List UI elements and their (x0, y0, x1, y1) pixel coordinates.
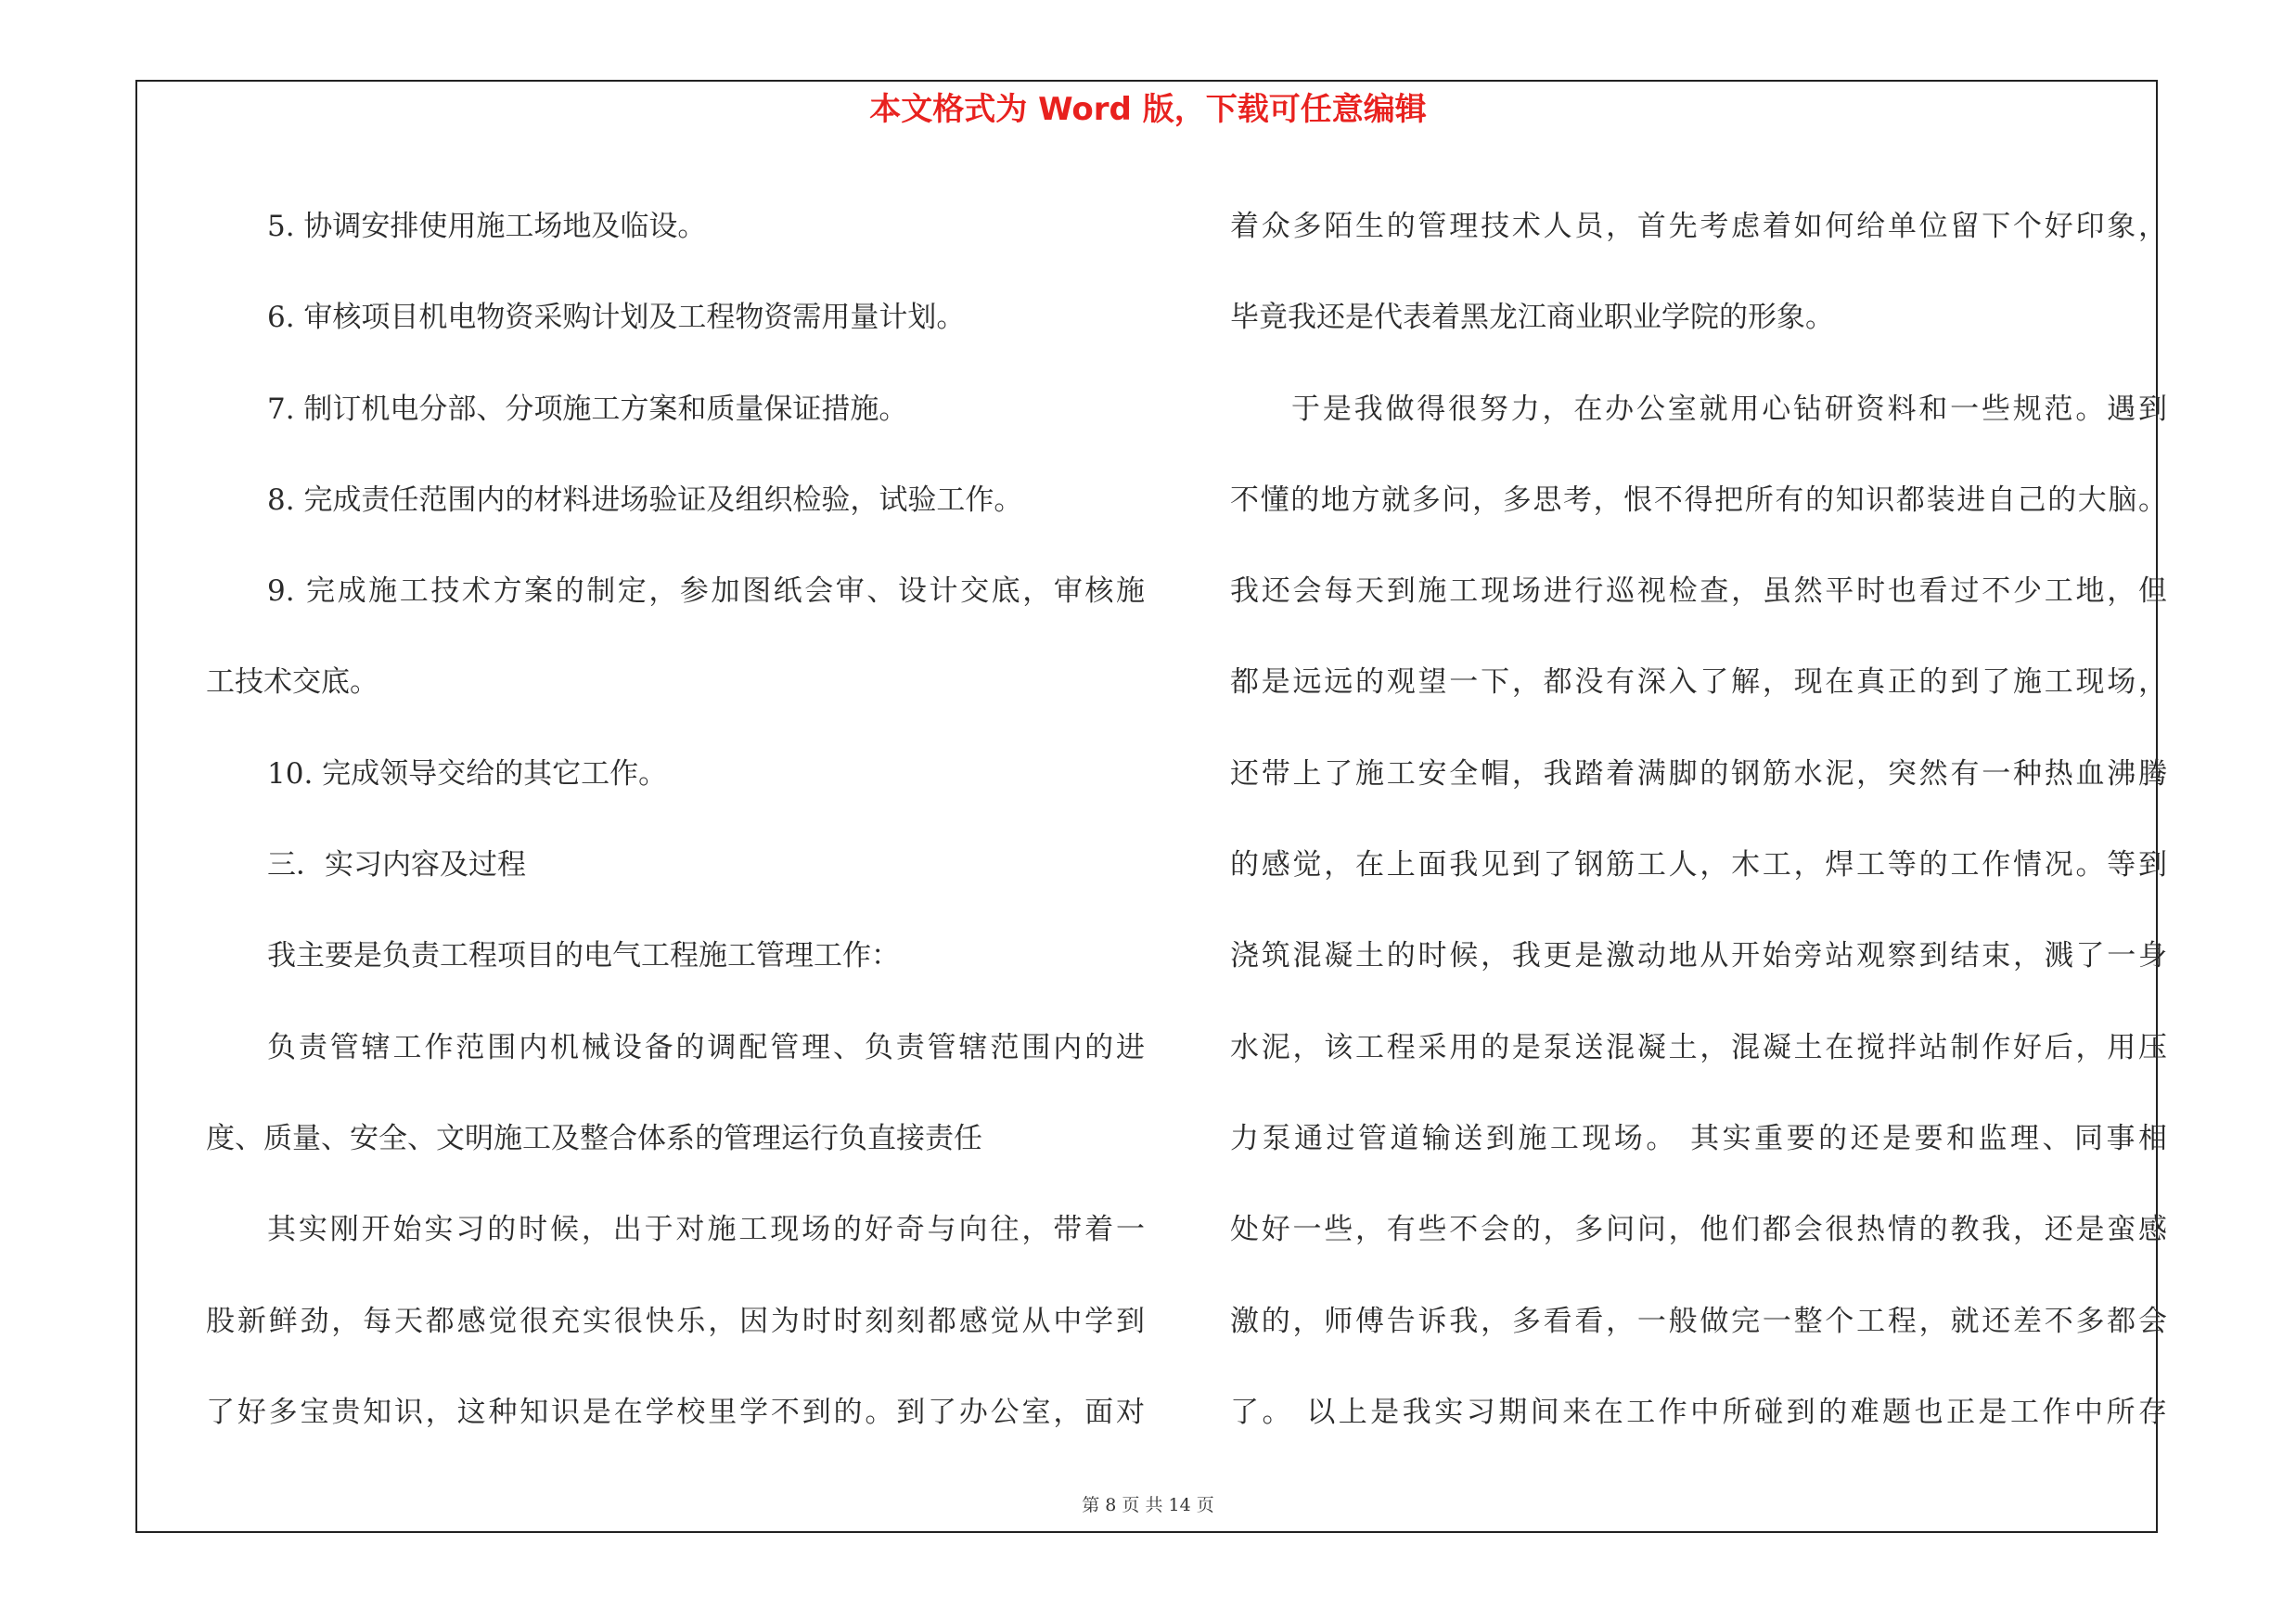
paragraph-line: 于是我做得很努力，在办公室就用心钻研资料和一些规范。遇到 (1291, 392, 2167, 426)
page-number: 第 8 页 共 14 页 (1082, 1495, 1214, 1515)
section-heading: 三．实习内容及过程 (267, 848, 526, 882)
paragraph-line: 股新鲜劲，每天都感觉很充实很快乐，因为时时刻刻都感觉从中学到 (206, 1304, 1145, 1338)
paragraph-line: 着众多陌生的管理技术人员，首先考虑着如何给单位留下个好印象， (1230, 210, 2167, 243)
paragraph-line: 激的，师傅告诉我，多看看，一般做完一整个工程，就还差不多都会 (1230, 1304, 2167, 1338)
paragraph-line: 处好一些，有些不会的，多问问，他们都会很热情的教我，还是蛮感 (1230, 1213, 2167, 1247)
paragraph-line: 的感觉，在上面我见到了钢筋工人，木工，焊工等的工作情况。等到 (1230, 848, 2167, 882)
paragraph-line: 毕竟我还是代表着黑龙江商业职业学院的形象。 (1230, 301, 1834, 335)
paragraph-line: 水泥，该工程采用的是泵送混凝土，混凝土在搅拌站制作好后，用压 (1230, 1030, 2167, 1064)
paragraph-line: 了。 以上是我实习期间来在工作中所碰到的难题也正是工作中所存 (1230, 1395, 2167, 1429)
paragraph-line: 都是远远的观望一下，都没有深入了解，现在真正的到了施工现场， (1230, 665, 2167, 700)
paragraph-line: 负责管辖工作范围内机械设备的调配管理、负责管辖范围内的进 (267, 1030, 1145, 1064)
paragraph-line: 工技术交底。 (206, 665, 378, 700)
paragraph-line: 9. 完成施工技术方案的制定，参加图纸会审、设计交底，审核施 (267, 574, 1145, 609)
paragraph-line: 了好多宝贵知识，这种知识是在学校里学不到的。到了办公室，面对 (206, 1395, 1145, 1429)
paragraph-line: 其实刚开始实习的时候，出于对施工现场的好奇与向往，带着一 (267, 1213, 1145, 1247)
left-text-column (206, 181, 1145, 1458)
paragraph-line: 5. 协调安排使用施工场地及临设。 (267, 210, 707, 243)
header-banner: 本文格式为 Word 版，下载可任意编辑 (869, 91, 1427, 128)
paragraph-line: 8. 完成责任范围内的材料进场验证及组织检验，试验工作。 (267, 483, 1023, 517)
paragraph-line: 浇筑混凝土的时候，我更是激动地从开始旁站观察到结束，溅了一身 (1230, 939, 2167, 973)
paragraph-line: 不懂的地方就多问，多思考，恨不得把所有的知识都装进自己的大脑。 (1230, 483, 2167, 517)
paragraph-line: 我主要是负责工程项目的电气工程施工管理工作： (267, 939, 900, 973)
paragraph-line: 力泵通过管道输送到施工现场。 其实重要的还是要和监理、同事相 (1230, 1121, 2167, 1155)
right-text-column (1230, 181, 2167, 1458)
paragraph-line: 度、质量、安全、文明施工及整合体系的管理运行负直接责任 (206, 1121, 982, 1155)
paragraph-line: 我还会每天到施工现场进行巡视检查，虽然平时也看过不少工地，但 (1230, 574, 2167, 609)
paragraph-line: 10. 完成领导交给的其它工作。 (267, 756, 668, 791)
paragraph-line: 6. 审核项目机电物资采购计划及工程物资需用量计划。 (267, 301, 966, 335)
paragraph-line: 还带上了施工安全帽，我踏着满脚的钢筋水泥，突然有一种热血沸腾 (1230, 756, 2167, 791)
paragraph-line: 7. 制订机电分部、分项施工方案和质量保证措施。 (267, 392, 908, 426)
